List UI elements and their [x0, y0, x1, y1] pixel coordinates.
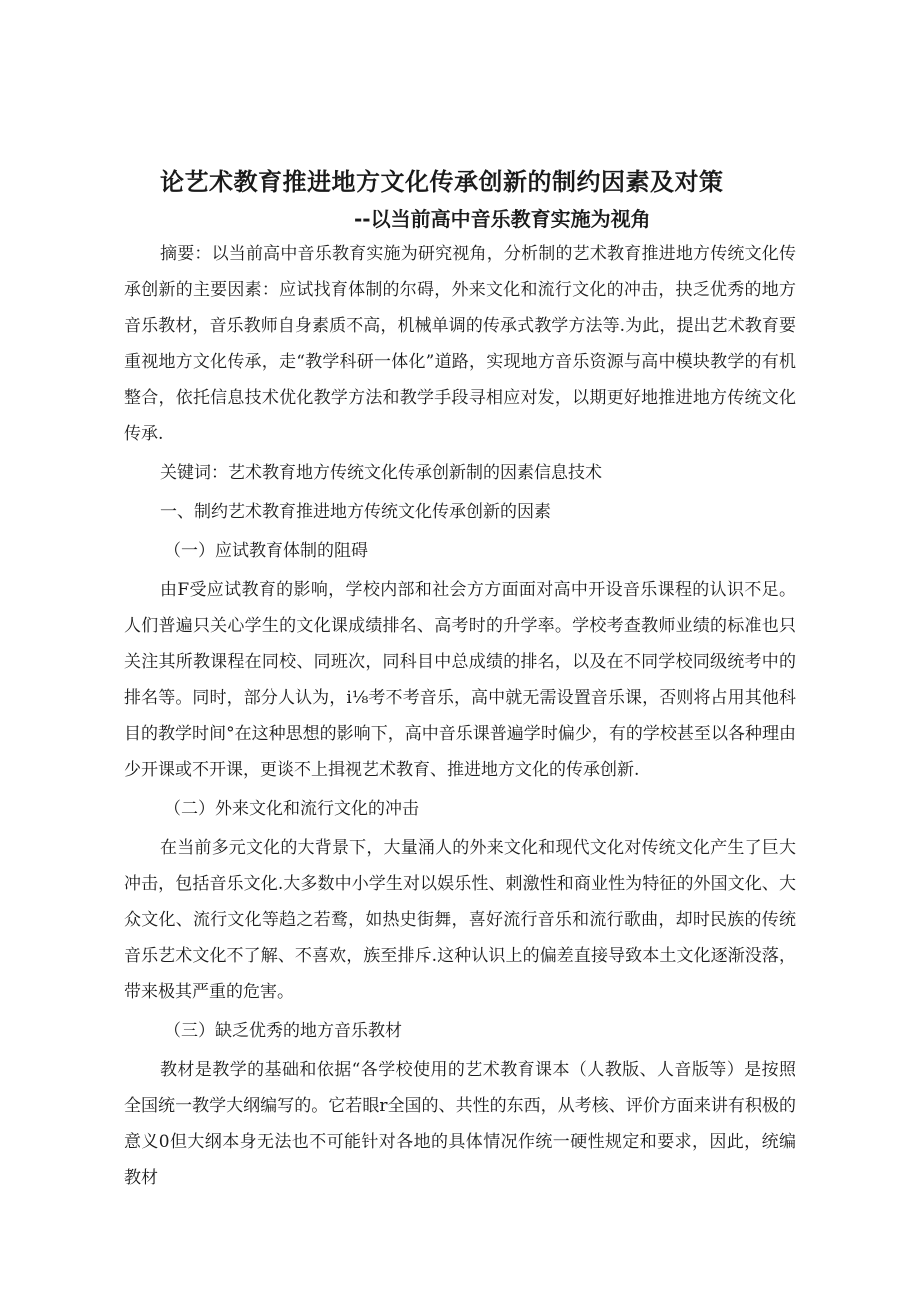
document-title: 论艺术教育推进地方文化传承创新的制约因素及对策 — [160, 168, 724, 196]
subsection-heading: （二）外来文化和流行文化的冲击 — [164, 799, 419, 819]
keywords-paragraph: 关键词：艺术教育地方传统文化传承创新制的因素信息技术 — [160, 463, 602, 483]
document-subtitle: --以当前高中音乐教育实施为视角 — [354, 207, 651, 231]
subsection-heading: （三）缺乏优秀的地方音乐教材 — [164, 1021, 402, 1041]
body-paragraph: 教材是教学的基础和依据“各学校使用的艺术教育课本（人教版、人音版等）是按照全国统一教学大纲编写的。它若眼r全国的、共性的东西，从考核、评价方面来讲有积极的意义0但大纲本身无法也不可能针对各地的具体情况作统一硬性规定和要求，因此，统编教材 — [124, 1060, 796, 1188]
abstract-paragraph: 摘要：以当前高中音乐教育实施为研究视角，分析制的艺术教育推进地方传统文化传承创新的主要因素：应试找育体制的尔碍，外来文化和流行文化的冲击，抉乏优秀的地方音乐教材，音乐教师自身素质不高，机械单调的传承式教学方法等.为此，提出艺术教育要重视地方文化传承，走“教学科研一体化”道路，实现地方音乐资源与高中模块教学的有机整合，依托信息技术优化教学方法和教学手段寻相应对发，以期更好地推进地方传统文化传承. — [124, 244, 796, 444]
document-body — [124, 236, 796, 1199]
body-paragraph: 在当前多元文化的大背景下，大量涌人的外来文化和现代文化对传统文化产生了巨大冲击，包括音乐文化.大多数中小学生对以娱乐性、刺激性和商业性为特征的外国文化、大众文化、流行文化等趋之若鹜，如热史街舞，喜好流行音乐和流行歌曲，却时民族的传统音乐艺术文化不了解、不喜欢，族至排斥.这种认识上的偏差直接导致本土文化逐渐没落，带来极其严重的危害。 — [124, 838, 796, 1002]
body-paragraph: 由F受应试教育的影响，学校内部和社会方方面面对高中开设音乐课程的认识不足。人们普遍只关心学生的文化课成绩排名、高考时的升学率。学校考查教师业绩的标准也只关注其所教课程在同校、同班次，同科目中总成绩的排名，以及在不同学校同级统考中的排名等。同时，部分人认为，i⅛考不考音乐，高中就无需设置音乐课，否则将占用其他科目的教学时间°在这种思想的影响下，高中音乐课普遍学时偏少，有的学校甚至以各种理由少开课或不开课，更谈不上揖视艺术教育、推进地方文化的传承创新. — [124, 580, 796, 780]
section-heading: 一、制约艺术教育推进地方传统文化传承创新的因素 — [160, 502, 551, 522]
subsection-heading: （一）应试教育体制的阻碍 — [164, 541, 368, 561]
